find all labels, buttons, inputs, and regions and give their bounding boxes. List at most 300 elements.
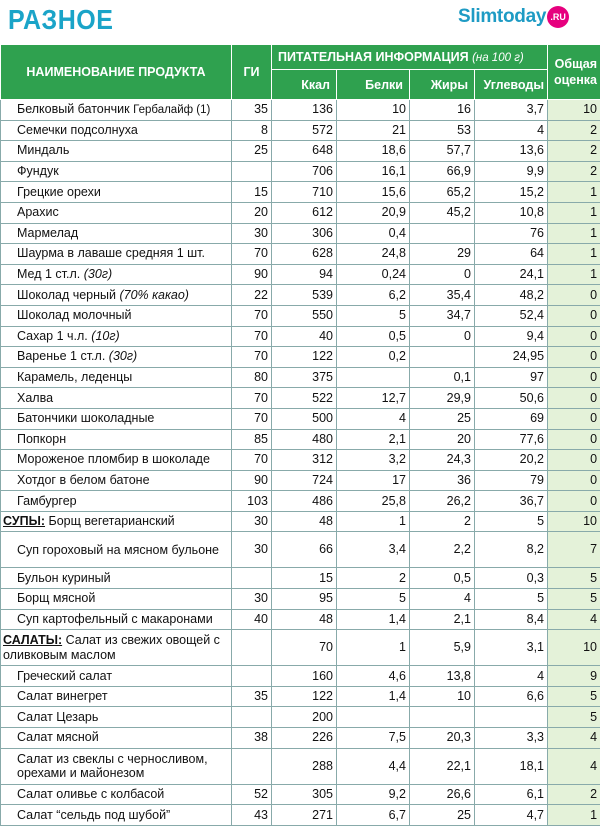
cell-carbs: 36,7 (475, 491, 548, 512)
cell-product-name (1, 728, 232, 749)
cell-score: 10 (548, 511, 600, 532)
product-portion: (30г) (109, 349, 137, 363)
table-row (1, 609, 600, 630)
cell-fat: 24,3 (410, 450, 475, 471)
column-group-nutrition (272, 45, 548, 70)
page-title: РАЗНОЕ (8, 5, 113, 37)
cell-kcal: 306 (272, 223, 337, 244)
cell-product-name (1, 429, 232, 450)
product-portion: (10г) (91, 329, 119, 343)
product-name: Салат винегрет (17, 689, 108, 703)
cell-fat (410, 223, 475, 244)
cell-fat: 13,8 (410, 666, 475, 687)
cell-carbs (475, 707, 548, 728)
column-header-gi: ГИ (232, 45, 272, 100)
cell-carbs: 4 (475, 120, 548, 141)
product-portion: (70% какао) (119, 288, 188, 302)
section-label: САЛАТЫ: (3, 633, 62, 647)
cell-product-name (1, 408, 232, 429)
cell-protein: 24,8 (337, 244, 410, 265)
cell-fat: 26,2 (410, 491, 475, 512)
cell-fat: 5,9 (410, 630, 475, 666)
cell-carbs: 13,6 (475, 141, 548, 162)
cell-kcal: 522 (272, 388, 337, 409)
cell-fat: 66,9 (410, 161, 475, 182)
site-logo[interactable] (458, 6, 569, 34)
logo-badge: .RU (547, 6, 569, 28)
cell-protein: 3,2 (337, 450, 410, 471)
product-name: Мед 1 ст.л. (17, 267, 80, 281)
cell-gi: 103 (232, 491, 272, 512)
cell-fat: 16 (410, 100, 475, 121)
cell-score: 0 (548, 326, 600, 347)
cell-fat: 2,1 (410, 609, 475, 630)
cell-gi: 35 (232, 100, 272, 121)
cell-product-name (1, 244, 232, 265)
product-name: Греческий салат (17, 669, 112, 683)
cell-kcal: 628 (272, 244, 337, 265)
table-row (1, 450, 600, 471)
cell-product-name (1, 161, 232, 182)
table-row (1, 326, 600, 347)
cell-score: 0 (548, 450, 600, 471)
cell-kcal: 94 (272, 264, 337, 285)
cell-fat: 29,9 (410, 388, 475, 409)
product-note: Гербалайф (1) (133, 104, 210, 116)
cell-carbs: 6,1 (475, 784, 548, 805)
product-name: Борщ мясной (17, 591, 95, 605)
cell-kcal: 612 (272, 202, 337, 223)
cell-protein: 0,4 (337, 223, 410, 244)
cell-protein: 2,1 (337, 429, 410, 450)
product-name: Семечки подсолнуха (17, 123, 138, 137)
cell-product-name (1, 748, 232, 784)
cell-protein: 1 (337, 511, 410, 532)
column-header-fat: Жиры (410, 70, 475, 100)
table-row (1, 388, 600, 409)
cell-product-name (1, 367, 232, 388)
table-row (1, 100, 600, 121)
cell-score: 5 (548, 589, 600, 610)
cell-product-name (1, 630, 232, 666)
table-row (1, 141, 600, 162)
cell-protein: 4 (337, 408, 410, 429)
cell-kcal: 710 (272, 182, 337, 203)
cell-score: 5 (548, 568, 600, 589)
cell-kcal: 70 (272, 630, 337, 666)
cell-kcal: 122 (272, 347, 337, 368)
cell-carbs: 20,2 (475, 450, 548, 471)
column-header-protein: Белки (337, 70, 410, 100)
cell-product-name (1, 491, 232, 512)
cell-protein: 0,2 (337, 347, 410, 368)
cell-protein: 3,4 (337, 532, 410, 568)
product-name: Борщ вегетарианский (49, 514, 175, 528)
cell-kcal: 48 (272, 609, 337, 630)
cell-protein: 16,1 (337, 161, 410, 182)
cell-gi: 30 (232, 589, 272, 610)
cell-kcal: 480 (272, 429, 337, 450)
cell-kcal: 95 (272, 589, 337, 610)
cell-gi: 70 (232, 326, 272, 347)
cell-carbs: 8,4 (475, 609, 548, 630)
cell-gi: 22 (232, 285, 272, 306)
cell-kcal: 486 (272, 491, 337, 512)
table-row (1, 666, 600, 687)
cell-carbs: 77,6 (475, 429, 548, 450)
cell-gi (232, 748, 272, 784)
cell-score: 7 (548, 532, 600, 568)
cell-score: 2 (548, 120, 600, 141)
cell-score: 0 (548, 429, 600, 450)
cell-kcal: 271 (272, 805, 337, 826)
cell-kcal: 724 (272, 470, 337, 491)
cell-product-name (1, 784, 232, 805)
cell-fat: 45,2 (410, 202, 475, 223)
cell-fat: 53 (410, 120, 475, 141)
cell-fat: 25 (410, 408, 475, 429)
cell-gi: 20 (232, 202, 272, 223)
cell-gi (232, 707, 272, 728)
cell-protein: 17 (337, 470, 410, 491)
cell-carbs: 4,7 (475, 805, 548, 826)
product-name: Салат мясной (17, 730, 99, 744)
cell-protein: 1 (337, 630, 410, 666)
cell-kcal: 539 (272, 285, 337, 306)
cell-product-name (1, 182, 232, 203)
table-row (1, 511, 600, 532)
cell-gi: 70 (232, 305, 272, 326)
cell-carbs: 3,3 (475, 728, 548, 749)
cell-score: 0 (548, 367, 600, 388)
cell-carbs: 64 (475, 244, 548, 265)
cell-protein (337, 367, 410, 388)
cell-carbs: 4 (475, 666, 548, 687)
table-row (1, 707, 600, 728)
cell-product-name (1, 141, 232, 162)
cell-kcal: 48 (272, 511, 337, 532)
cell-score: 0 (548, 491, 600, 512)
cell-fat: 22,1 (410, 748, 475, 784)
cell-product-name (1, 707, 232, 728)
cell-score: 5 (548, 707, 600, 728)
cell-gi: 90 (232, 470, 272, 491)
cell-score: 0 (548, 347, 600, 368)
group-note: (на 100 г) (472, 52, 524, 64)
cell-protein: 10 (337, 100, 410, 121)
cell-kcal: 572 (272, 120, 337, 141)
cell-gi: 85 (232, 429, 272, 450)
cell-carbs: 9,4 (475, 326, 548, 347)
column-header-score: Общая оценка (548, 45, 600, 100)
cell-score: 5 (548, 686, 600, 707)
cell-gi: 52 (232, 784, 272, 805)
cell-carbs: 8,2 (475, 532, 548, 568)
cell-gi: 15 (232, 182, 272, 203)
top-bar (0, 0, 600, 44)
cell-protein (337, 707, 410, 728)
cell-gi: 90 (232, 264, 272, 285)
cell-carbs: 10,8 (475, 202, 548, 223)
table-row (1, 305, 600, 326)
product-name: Салат из свежих овощей с оливковым маслом (3, 633, 220, 662)
cell-score: 2 (548, 784, 600, 805)
table-row (1, 568, 600, 589)
cell-fat: 10 (410, 686, 475, 707)
column-header-carbs: Углеводы (475, 70, 548, 100)
cell-fat: 29 (410, 244, 475, 265)
cell-gi: 25 (232, 141, 272, 162)
nutrition-table (0, 44, 600, 826)
cell-fat: 2 (410, 511, 475, 532)
product-name: Суп гороховый на мясном бульоне (17, 543, 219, 557)
cell-score: 1 (548, 223, 600, 244)
table-row (1, 244, 600, 265)
cell-carbs: 9,9 (475, 161, 548, 182)
cell-score: 0 (548, 305, 600, 326)
cell-gi (232, 666, 272, 687)
table-row (1, 408, 600, 429)
table-row (1, 367, 600, 388)
table-row (1, 805, 600, 826)
product-name: Мармелад (17, 226, 78, 240)
table-row (1, 182, 600, 203)
table-body (1, 100, 600, 826)
column-header-kcal: Ккал (272, 70, 337, 100)
cell-carbs: 24,95 (475, 347, 548, 368)
cell-protein: 4,4 (337, 748, 410, 784)
cell-score: 4 (548, 748, 600, 784)
cell-product-name (1, 388, 232, 409)
product-name: Шаурма в лаваше средняя 1 шт. (17, 246, 205, 260)
cell-gi (232, 568, 272, 589)
table-row (1, 347, 600, 368)
cell-gi: 70 (232, 244, 272, 265)
cell-kcal: 226 (272, 728, 337, 749)
cell-kcal: 136 (272, 100, 337, 121)
cell-product-name (1, 450, 232, 471)
product-name: Варенье 1 ст.л. (17, 349, 105, 363)
cell-product-name (1, 285, 232, 306)
cell-score: 0 (548, 470, 600, 491)
cell-kcal: 500 (272, 408, 337, 429)
product-name: Сахар 1 ч.л. (17, 329, 88, 343)
cell-carbs: 48,2 (475, 285, 548, 306)
table-row (1, 491, 600, 512)
table-row (1, 223, 600, 244)
table-row (1, 202, 600, 223)
cell-gi: 70 (232, 450, 272, 471)
cell-gi: 70 (232, 347, 272, 368)
cell-fat (410, 707, 475, 728)
product-name: Шоколад черный (17, 288, 116, 302)
cell-product-name (1, 609, 232, 630)
product-name: Попкорн (17, 432, 66, 446)
cell-fat: 2,2 (410, 532, 475, 568)
cell-gi: 40 (232, 609, 272, 630)
cell-gi: 30 (232, 532, 272, 568)
product-name: Салат из свеклы с черносливом, орехами и майонезом (17, 752, 208, 781)
cell-score: 1 (548, 264, 600, 285)
cell-score: 2 (548, 141, 600, 162)
product-name: Салат оливье с колбасой (17, 787, 164, 801)
logo-text: Slimtoday (458, 6, 546, 27)
table-row (1, 630, 600, 666)
cell-score: 10 (548, 630, 600, 666)
cell-product-name (1, 264, 232, 285)
product-name: Халва (17, 391, 53, 405)
cell-protein: 12,7 (337, 388, 410, 409)
cell-carbs: 69 (475, 408, 548, 429)
cell-protein: 6,2 (337, 285, 410, 306)
cell-protein: 2 (337, 568, 410, 589)
table-row (1, 429, 600, 450)
cell-fat: 25 (410, 805, 475, 826)
cell-protein: 18,6 (337, 141, 410, 162)
cell-carbs: 0,3 (475, 568, 548, 589)
cell-score: 9 (548, 666, 600, 687)
product-portion: (30г) (84, 267, 112, 281)
cell-kcal: 550 (272, 305, 337, 326)
cell-gi: 70 (232, 408, 272, 429)
cell-protein: 9,2 (337, 784, 410, 805)
cell-product-name (1, 223, 232, 244)
cell-product-name (1, 568, 232, 589)
cell-fat: 35,4 (410, 285, 475, 306)
cell-score: 1 (548, 244, 600, 265)
cell-carbs: 79 (475, 470, 548, 491)
cell-carbs: 52,4 (475, 305, 548, 326)
cell-gi (232, 161, 272, 182)
product-name: Шоколад молочный (17, 308, 131, 322)
table-row (1, 784, 600, 805)
cell-product-name (1, 686, 232, 707)
cell-score: 2 (548, 161, 600, 182)
product-name: Суп картофельный с макаронами (17, 612, 213, 626)
cell-gi: 35 (232, 686, 272, 707)
cell-product-name (1, 805, 232, 826)
cell-fat: 34,7 (410, 305, 475, 326)
cell-kcal: 40 (272, 326, 337, 347)
cell-gi: 30 (232, 511, 272, 532)
product-name: Бульон куриный (17, 571, 111, 585)
product-name: Салат “сельдь под шубой” (17, 808, 170, 822)
cell-kcal: 648 (272, 141, 337, 162)
cell-fat (410, 347, 475, 368)
table-row (1, 285, 600, 306)
cell-carbs: 6,6 (475, 686, 548, 707)
cell-gi: 30 (232, 223, 272, 244)
cell-protein: 21 (337, 120, 410, 141)
product-name: Салат Цезарь (17, 710, 98, 724)
cell-kcal: 375 (272, 367, 337, 388)
cell-carbs: 76 (475, 223, 548, 244)
cell-fat: 20,3 (410, 728, 475, 749)
cell-gi: 80 (232, 367, 272, 388)
table-row (1, 470, 600, 491)
cell-gi: 8 (232, 120, 272, 141)
cell-kcal: 66 (272, 532, 337, 568)
cell-score: 1 (548, 805, 600, 826)
cell-fat: 20 (410, 429, 475, 450)
table-row (1, 686, 600, 707)
cell-protein: 5 (337, 589, 410, 610)
cell-carbs: 3,1 (475, 630, 548, 666)
cell-kcal: 305 (272, 784, 337, 805)
table-row (1, 161, 600, 182)
cell-fat: 4 (410, 589, 475, 610)
product-name: Миндаль (17, 143, 69, 157)
cell-kcal: 288 (272, 748, 337, 784)
table-row (1, 264, 600, 285)
product-name: Гамбургер (17, 494, 77, 508)
cell-protein: 20,9 (337, 202, 410, 223)
product-name: Белковый батончик (17, 102, 130, 116)
cell-carbs: 5 (475, 511, 548, 532)
table-row (1, 728, 600, 749)
cell-kcal: 160 (272, 666, 337, 687)
cell-protein: 15,6 (337, 182, 410, 203)
cell-score: 0 (548, 408, 600, 429)
cell-protein: 0,24 (337, 264, 410, 285)
cell-score: 4 (548, 728, 600, 749)
cell-product-name (1, 202, 232, 223)
cell-protein: 0,5 (337, 326, 410, 347)
cell-kcal: 706 (272, 161, 337, 182)
table-row (1, 748, 600, 784)
cell-product-name (1, 589, 232, 610)
cell-product-name (1, 666, 232, 687)
cell-product-name (1, 120, 232, 141)
cell-fat: 0 (410, 326, 475, 347)
cell-carbs: 24,1 (475, 264, 548, 285)
cell-protein: 25,8 (337, 491, 410, 512)
table-row (1, 589, 600, 610)
product-name: Мороженое пломбир в шоколаде (17, 452, 210, 466)
cell-kcal: 15 (272, 568, 337, 589)
cell-score: 10 (548, 100, 600, 121)
cell-product-name (1, 511, 232, 532)
table-row (1, 532, 600, 568)
section-label: СУПЫ: (3, 514, 45, 528)
cell-product-name (1, 305, 232, 326)
cell-score: 1 (548, 182, 600, 203)
product-name: Хотдог в белом батоне (17, 473, 150, 487)
cell-kcal: 122 (272, 686, 337, 707)
cell-fat: 0,5 (410, 568, 475, 589)
product-name: Карамель, леденцы (17, 370, 132, 384)
cell-carbs: 5 (475, 589, 548, 610)
cell-carbs: 50,6 (475, 388, 548, 409)
cell-fat: 0 (410, 264, 475, 285)
cell-score: 0 (548, 285, 600, 306)
cell-carbs: 15,2 (475, 182, 548, 203)
product-name: Батончики шоколадные (17, 411, 154, 425)
cell-product-name (1, 347, 232, 368)
cell-product-name (1, 100, 232, 121)
cell-product-name (1, 326, 232, 347)
table-row (1, 120, 600, 141)
cell-fat: 36 (410, 470, 475, 491)
cell-score: 0 (548, 388, 600, 409)
cell-carbs: 3,7 (475, 100, 548, 121)
cell-protein: 5 (337, 305, 410, 326)
cell-kcal: 312 (272, 450, 337, 471)
cell-fat: 0,1 (410, 367, 475, 388)
cell-carbs: 97 (475, 367, 548, 388)
cell-fat: 26,6 (410, 784, 475, 805)
cell-product-name (1, 470, 232, 491)
